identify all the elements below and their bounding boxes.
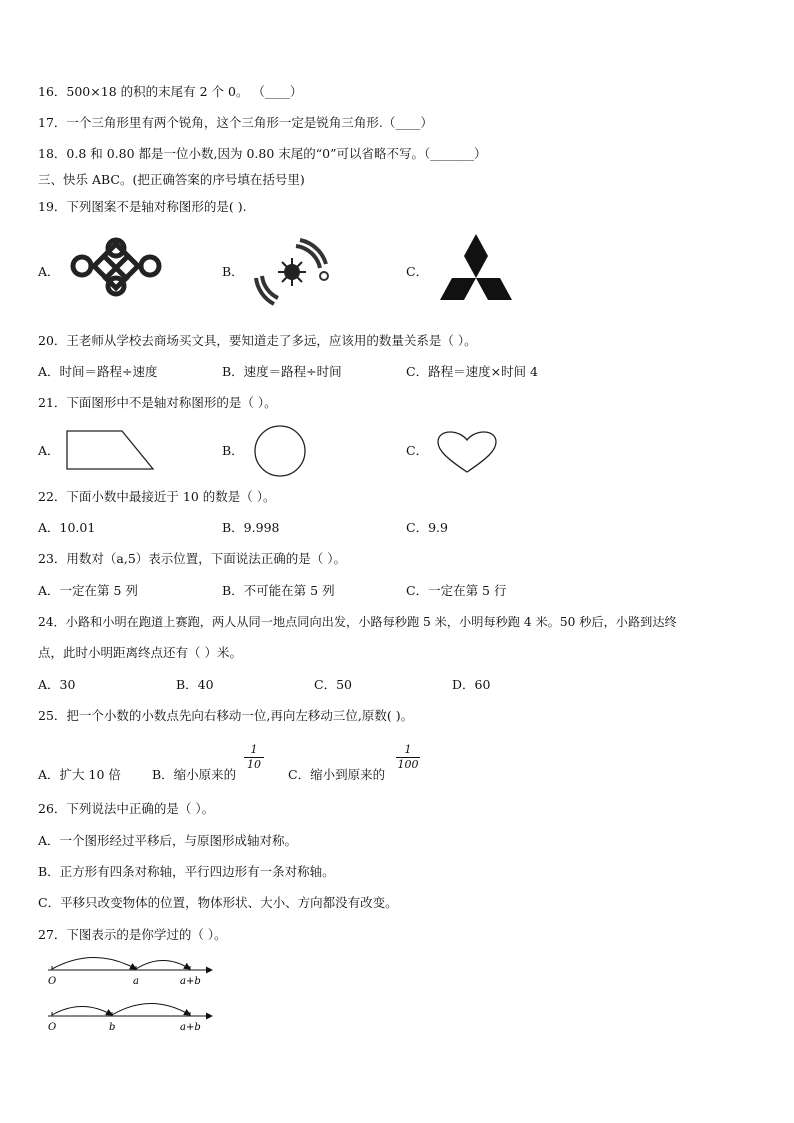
- number-line-1: [40, 950, 220, 990]
- q25-fraction-c: [396, 744, 420, 771]
- q19-option-a-label: A．: [38, 264, 60, 279]
- q21-option-a-label: A．: [38, 443, 60, 458]
- nl2-label-origin: O: [48, 1022, 57, 1033]
- question-18: 18．0.8 和 0.80 都是一位小数,因为 0.80 末尾的“0”可以省略不写。（_______）: [38, 146, 487, 161]
- q19-option-c-label: C．: [406, 264, 429, 279]
- question-19-stem: 19．下列图案不是轴对称图形的是( ).: [38, 199, 247, 214]
- q26-option-c: C．平移只改变物体的位置，物体形状、大小、方向都没有改变。: [38, 895, 398, 910]
- question-21-stem: 21．下面图形中不是轴对称图形的是（ ）。: [38, 395, 277, 410]
- right-trapezoid-shape: [64, 428, 158, 474]
- nl2-label-b: b: [109, 1022, 116, 1033]
- q23-option-b: B．不可能在第 5 列: [222, 583, 335, 598]
- q25-fraction-b-numerator: 1: [250, 743, 258, 756]
- nl2-label-sum: a+b: [180, 1022, 201, 1033]
- q24-option-c: C．50: [314, 677, 352, 692]
- nl1-label-a: a: [133, 976, 139, 987]
- q25-option-a: A．扩大 10 倍: [38, 767, 121, 782]
- question-24-stem-line2: 点，此时小明距离终点还有（ ）米。: [38, 645, 242, 660]
- heart-shape: [436, 430, 498, 476]
- question-20-stem: 20．王老师从学校去商场买文具，要知道走了多远，应该用的数量关系是（ ）。: [38, 333, 477, 348]
- q20-option-a: A．时间＝路程÷速度: [38, 364, 158, 379]
- q26-option-a: A．一个图形经过平移后，与原图形成轴对称。: [38, 833, 298, 848]
- three-diamond-logo-icon: [436, 232, 516, 312]
- section-3-heading: 三、快乐 ABC。(把正确答案的序号填在括号里): [38, 172, 305, 187]
- q21-option-c-label: C．: [406, 443, 429, 458]
- number-line-2: [40, 996, 220, 1036]
- q21-option-b-label: B．: [222, 443, 244, 458]
- question-17: 17．一个三角形里有两个锐角，这个三角形一定是锐角三角形.（____）: [38, 115, 433, 130]
- q24-option-a: A．30: [38, 677, 76, 692]
- q20-option-b: B．速度＝路程÷时间: [222, 364, 342, 379]
- q24-option-d: D．60: [452, 677, 491, 692]
- q22-option-a: A．10.01: [38, 520, 96, 535]
- q23-option-a: A．一定在第 5 列: [38, 583, 138, 598]
- circle-shape: [252, 424, 310, 478]
- chinese-knot-icon: [66, 236, 166, 298]
- q25-fraction-b: [244, 744, 264, 771]
- question-16: 16．500×18 的积的末尾有 2 个 0。 （____）: [38, 84, 303, 99]
- q19-option-b-label: B．: [222, 264, 244, 279]
- question-24-stem-line1: 24．小路和小明在跑道上赛跑，两人从同一地点同向出发，小路每秒跑 5 米，小明每秒跑 4 米。50 秒后，小路到达终: [38, 615, 677, 629]
- q25-fraction-c-numerator: 1: [404, 743, 412, 756]
- q25-fraction-c-denominator: 100: [397, 758, 419, 771]
- question-27-stem: 27．下图表示的是你学过的（ ）。: [38, 927, 227, 942]
- q22-option-b: B．9.998: [222, 520, 280, 535]
- question-22-stem: 22．下面小数中最接近于 10 的数是（ ）。: [38, 489, 276, 504]
- question-26-stem: 26．下列说法中正确的是（ ）。: [38, 801, 215, 816]
- q22-option-c: C．9.9: [406, 520, 448, 535]
- q25-fraction-b-denominator: 10: [247, 758, 261, 771]
- q25-option-c: C．缩小到原来的: [288, 767, 386, 782]
- q24-option-b: B．40: [176, 677, 214, 692]
- q25-option-b: B．缩小原来的: [152, 767, 237, 782]
- nl1-label-origin: O: [48, 976, 57, 987]
- question-25-stem: 25．把一个小数的小数点先向右移动一位,再向左移动三位,原数( )。: [38, 708, 414, 723]
- nl1-label-sum: a+b: [180, 976, 201, 987]
- sun-swirl-icon: [250, 234, 334, 310]
- q23-option-c: C．一定在第 5 行: [406, 583, 507, 598]
- q20-option-c: C．路程＝速度×时间 4: [406, 364, 538, 379]
- question-23-stem: 23．用数对（a,5）表示位置，下面说法正确的是（ ）。: [38, 551, 347, 566]
- q26-option-b: B．正方形有四条对称轴，平行四边形有一条对称轴。: [38, 864, 335, 879]
